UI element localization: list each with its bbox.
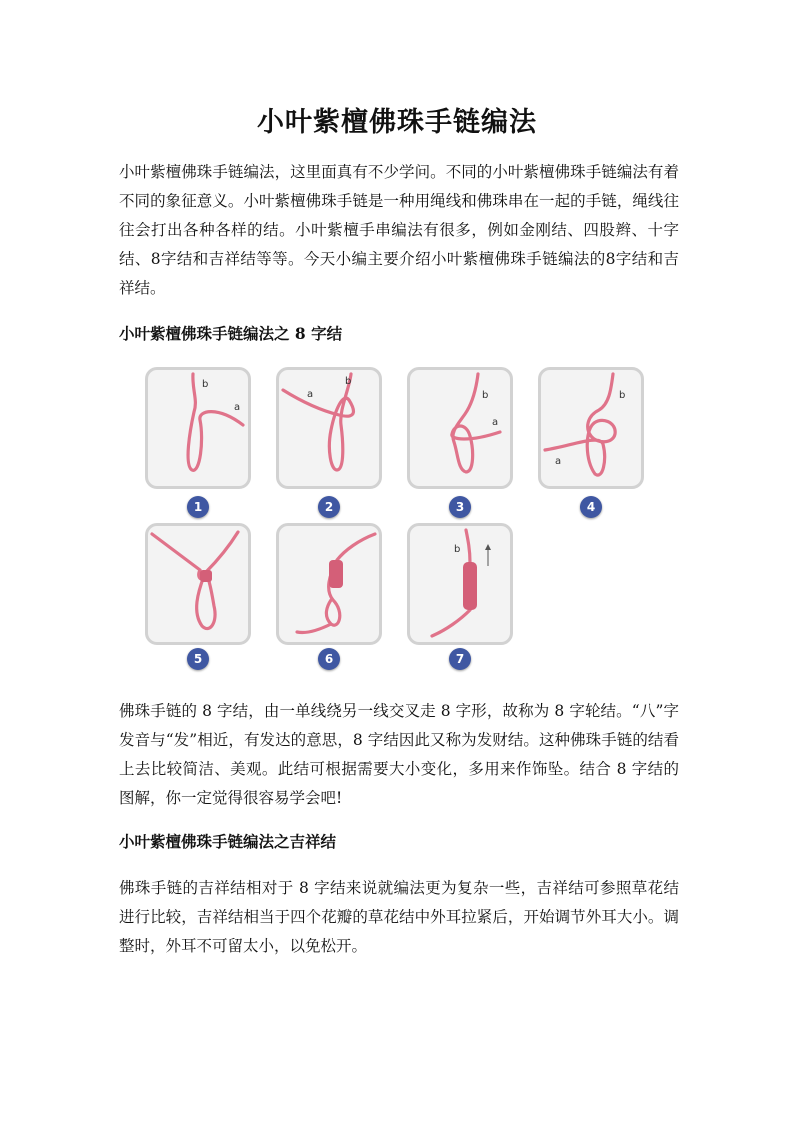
step-badge-4: 4 [580, 496, 602, 518]
label-a: a [492, 417, 499, 428]
step-badge-1: 1 [187, 496, 209, 518]
cord-illustration [410, 526, 510, 642]
cord-illustration [410, 370, 510, 486]
label-a: a [555, 456, 562, 467]
step-badge-2: 2 [318, 496, 340, 518]
label-a: a [307, 389, 314, 400]
step-panel-3 [407, 367, 513, 489]
label-b: b [345, 376, 352, 387]
label-b: b [202, 379, 209, 390]
label-a: a [234, 402, 241, 413]
intro-paragraph: 小叶紫檀佛珠手链编法，这里面真有不少学问。不同的小叶紫檀佛珠手链编法有着不同的象征意义。小叶紫檀佛珠手链是一种用绳线和佛珠串在一起的手链，绳线往往会打出各种各样的结。小叶紫檀手串编法有很多，例如金刚结、四股辫、十字结、8字结和吉祥结等等。今天小编主要介绍小叶紫檀佛珠手链编法的8字结和吉祥结。 [119, 163, 679, 297]
step-panel-5 [145, 523, 251, 645]
step-panel-4 [538, 367, 644, 489]
cord-illustration [279, 526, 379, 642]
step-badge-5: 5 [187, 648, 209, 670]
figure-eight-paragraph: 佛珠手链的 8 字结，由一单线绕另一线交叉走 8 字形，故称为 8 字轮结。“八”字发音与“发”相近，有发达的意思，8 字结因此又称为发财结。这种佛珠手链的结看上去比较简洁、美观。此结可根据需要大小变化，多用来作饰坠。结合 8 字结的图解，你一定觉得很容易学会吧! [119, 702, 679, 807]
cord-illustration [148, 370, 248, 486]
label-b: b [454, 544, 461, 555]
cord-illustration [541, 370, 641, 486]
step-badge-7: 7 [449, 648, 471, 670]
cord-illustration [279, 370, 379, 486]
section-heading-figure-eight: 小叶紫檀佛珠手链编法之 8 字结 [119, 324, 343, 343]
figure-eight-knot-diagram [140, 362, 660, 672]
auspicious-knot-paragraph: 佛珠手链的吉祥结相对于 8 字结来说就编法更为复杂一些，吉祥结可参照草花结进行比较，吉祥结相当于四个花瓣的草花结中外耳拉紧后，开始调节外耳大小。调整时，外耳不可留太小，以免松开。 [119, 879, 679, 955]
step-panel-2 [276, 367, 382, 489]
step-badge-3: 3 [449, 496, 471, 518]
label-b: b [619, 390, 626, 401]
step-panel-7 [407, 523, 513, 645]
step-panel-1 [145, 367, 251, 489]
label-b: b [482, 390, 489, 401]
step-badge-6: 6 [318, 648, 340, 670]
section-heading-auspicious-knot: 小叶紫檀佛珠手链编法之吉祥结 [119, 832, 337, 851]
page-title: 小叶紫檀佛珠手链编法 [257, 107, 537, 138]
step-panel-6 [276, 523, 382, 645]
cord-illustration [148, 526, 248, 642]
